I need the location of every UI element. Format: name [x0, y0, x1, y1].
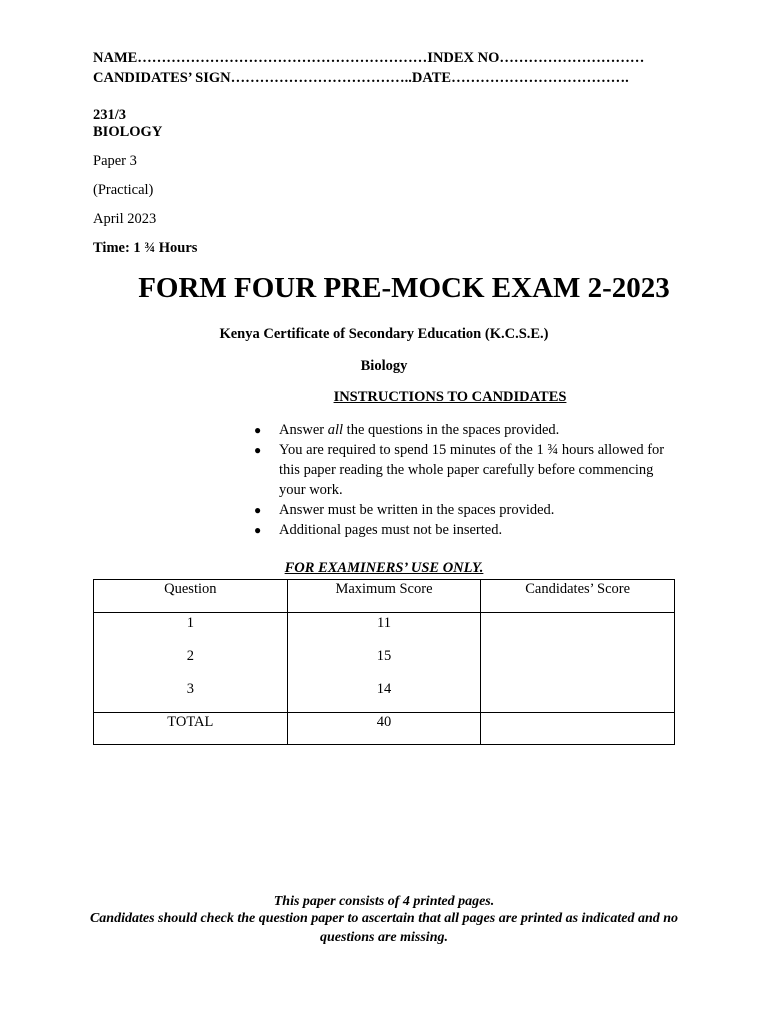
subject-label: BIOLOGY: [93, 124, 163, 140]
question-number: 2: [186, 648, 194, 664]
question-cell: [94, 613, 288, 713]
bullet-icon: ●: [254, 423, 262, 437]
exam-time: Time: 1 ¾ Hours: [93, 240, 198, 256]
name-index-line: NAME……………………………………………………INDEX NO…………………………: [93, 50, 645, 66]
question-number: 1: [186, 615, 194, 631]
paper-code: 231/3: [93, 107, 127, 123]
column-header: Question: [94, 580, 288, 613]
max-score: 11: [377, 615, 391, 631]
max-score: 14: [376, 681, 392, 697]
footer-pages: This paper consists of 4 printed pages.: [273, 894, 495, 909]
table-row: [94, 613, 675, 713]
instruction-item: ● Additional pages must not be inserted.: [254, 522, 503, 538]
instruction-item: ● Answer all the questions in the spaces provided.: [254, 422, 560, 438]
total-row: [94, 713, 675, 745]
candidate-sign-date-line: CANDIDATES’ SIGN………………………………..DATE……………………………….: [93, 70, 629, 86]
candidate-score-cell[interactable]: [481, 613, 675, 713]
column-header: Candidates’ Score: [481, 580, 675, 613]
instructions-list: [254, 420, 674, 540]
score-table: [93, 579, 675, 745]
candidate-total-cell[interactable]: [481, 713, 675, 745]
total-label: TOTAL: [94, 713, 288, 745]
exam-date: April 2023: [93, 211, 157, 227]
max-score-cell: [287, 613, 481, 713]
table-header-row: [94, 580, 675, 613]
bullet-icon: ●: [254, 443, 262, 457]
footer-check: Candidates should check the question paper to ascertain that all pages are printed as indicated and no questions are missing.: [89, 911, 679, 945]
examiners-heading: FOR EXAMINERS’ USE ONLY.: [284, 560, 484, 576]
total-value: 40: [287, 713, 481, 745]
bullet-icon: ●: [254, 523, 262, 537]
column-header: Maximum Score: [287, 580, 481, 613]
instruction-item: ● You are required to spend 15 minutes of the 1 ¾ hours allowed for this paper reading the whole paper carefully before commencing your work.: [254, 442, 665, 498]
bullet-icon: ●: [254, 503, 262, 517]
exam-subject: Biology: [360, 358, 408, 374]
paper-type: (Practical): [93, 182, 154, 198]
question-number: 3: [186, 681, 194, 697]
instruction-item: ● Answer must be written in the spaces provided.: [254, 502, 555, 518]
paper-number: Paper 3: [93, 153, 137, 169]
max-score: 15: [376, 648, 392, 664]
instructions-heading: INSTRUCTIONS TO CANDIDATES: [333, 389, 567, 405]
exam-title: FORM FOUR PRE-MOCK EXAM 2-2023: [138, 272, 670, 304]
exam-body: Kenya Certificate of Secondary Education (K.C.S.E.): [219, 326, 549, 342]
